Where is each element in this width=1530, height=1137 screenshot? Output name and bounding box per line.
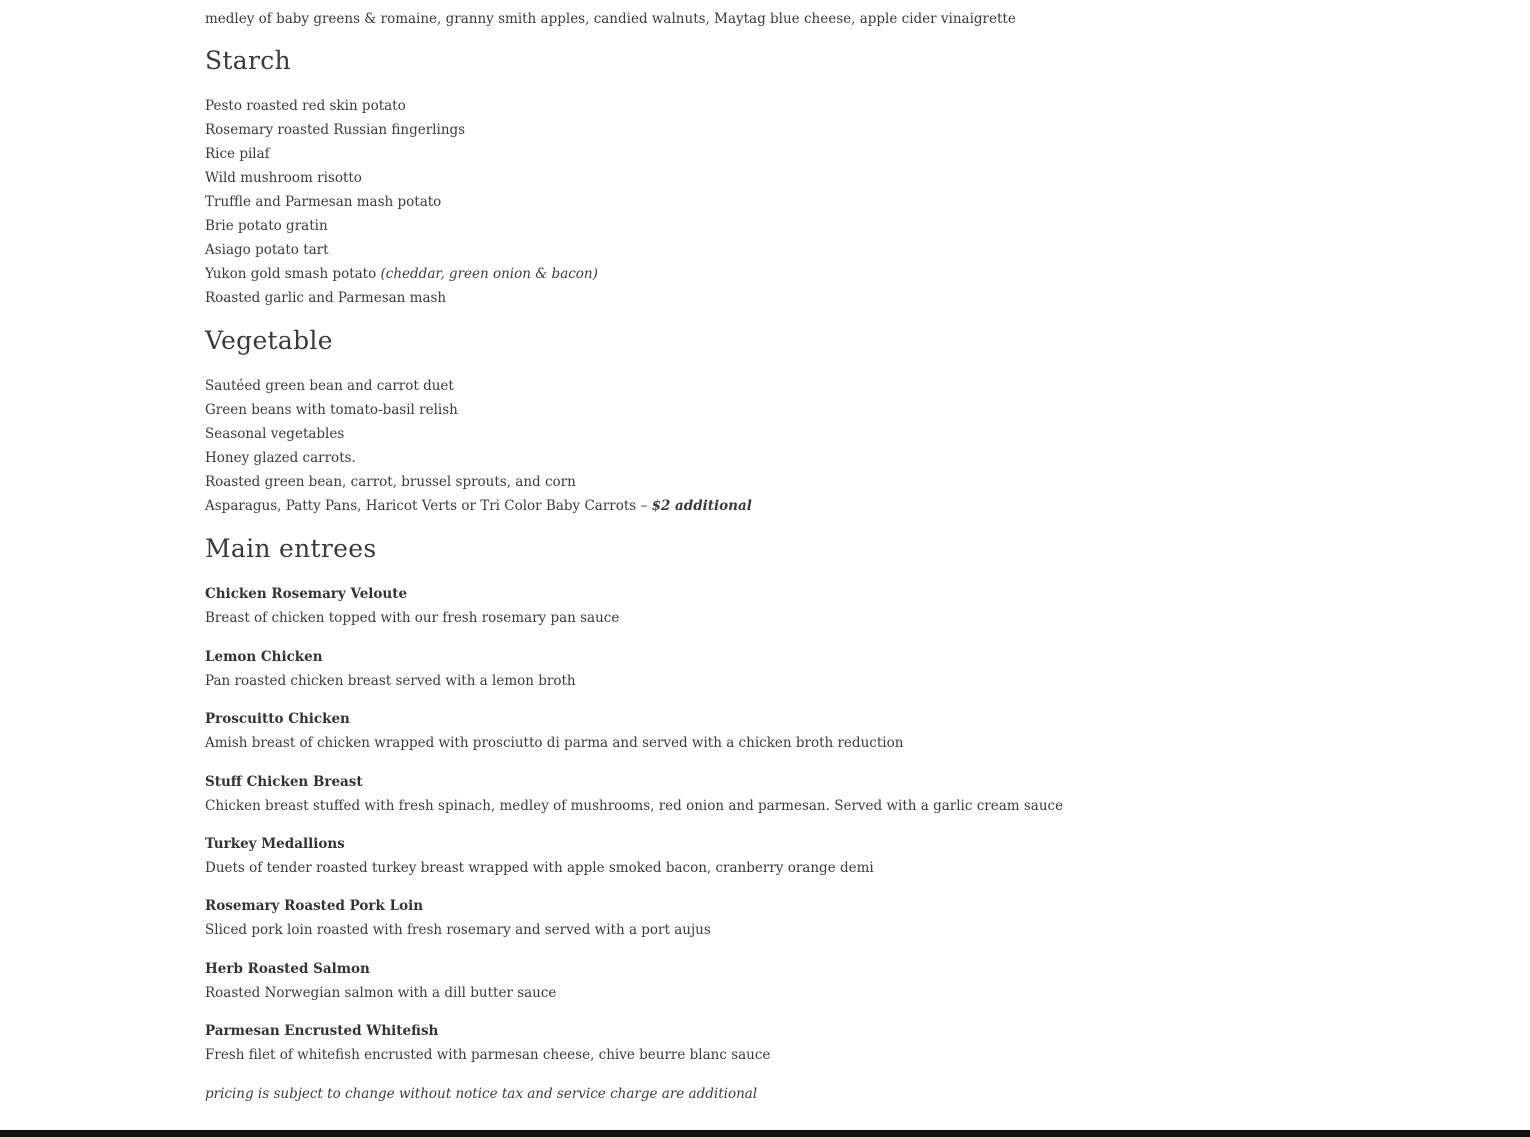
- starch-item: Brie potato gratin: [205, 218, 328, 234]
- vegetable-item: Sautéed green bean and carrot duet: [205, 378, 454, 394]
- pricing-disclaimer: pricing is subject to change without notice tax and service charge are additional: [205, 1086, 758, 1102]
- entree-description: Chicken breast stuffed with fresh spinach, medley of mushrooms, red onion and parmesan. Served with a garlic cream sauce: [205, 798, 1064, 814]
- vegetable-heading: Vegetable: [205, 326, 333, 355]
- entrees-heading: Main entrees: [205, 534, 377, 563]
- starch-item-yukon-label: Yukon gold smash potato: [205, 266, 381, 282]
- entree-name: Turkey Medallions: [205, 836, 345, 852]
- entree-name: Stuff Chicken Breast: [205, 774, 363, 790]
- entree-name: Rosemary Roasted Pork Loin: [205, 898, 424, 914]
- footer-bar: [0, 1130, 1530, 1137]
- starch-item: Pesto roasted red skin potato: [205, 98, 406, 114]
- entree-description: Pan roasted chicken breast served with a lemon broth: [205, 673, 576, 689]
- starch-item: Rosemary roasted Russian fingerlings: [205, 122, 466, 138]
- starch-item: Truffle and Parmesan mash potato: [205, 194, 442, 210]
- entree-description: Fresh filet of whitefish encrusted with parmesan cheese, chive beurre blanc sauce: [205, 1047, 771, 1063]
- vegetable-item: Green beans with tomato-basil relish: [205, 402, 458, 418]
- entree-name: Chicken Rosemary Veloute: [205, 586, 408, 602]
- vegetable-item: Roasted green bean, carrot, brussel sprouts, and corn: [205, 474, 576, 490]
- vegetable-item-premium-label: Asparagus, Patty Pans, Haricot Verts or Tri Color Baby Carrots –: [205, 498, 652, 514]
- starch-item: Rice pilaf: [205, 146, 270, 162]
- starch-heading: Starch: [205, 46, 291, 75]
- vegetable-item: Seasonal vegetables: [205, 426, 345, 442]
- entree-description: Breast of chicken topped with our fresh rosemary pan sauce: [205, 610, 620, 626]
- entree-description: Duets of tender roasted turkey breast wrapped with apple smoked bacon, cranberry orange demi: [205, 860, 874, 876]
- entree-name: Parmesan Encrusted Whitefish: [205, 1023, 439, 1039]
- starch-item: Roasted garlic and Parmesan mash: [205, 290, 447, 306]
- vegetable-item-premium: [205, 497, 752, 515]
- starch-item: Asiago potato tart: [205, 242, 329, 258]
- entree-description: Roasted Norwegian salmon with a dill butter sauce: [205, 985, 557, 1001]
- starch-item: Wild mushroom risotto: [205, 170, 362, 186]
- entree-description: Amish breast of chicken wrapped with prosciutto di parma and served with a chicken broth reduction: [205, 735, 904, 751]
- starch-item-yukon-note: (cheddar, green onion & bacon): [380, 266, 598, 282]
- entree-description: Sliced pork loin roasted with fresh rosemary and served with a port aujus: [205, 922, 711, 938]
- premium-price-note: $2 additional: [651, 498, 752, 514]
- entree-name: Herb Roasted Salmon: [205, 961, 370, 977]
- entree-name: Lemon Chicken: [205, 649, 323, 665]
- entree-name: Proscuitto Chicken: [205, 711, 350, 727]
- vegetable-item: Honey glazed carrots.: [205, 450, 356, 466]
- starch-item-yukon: [205, 265, 598, 283]
- salad-description: medley of baby greens & romaine, granny smith apples, candied walnuts, Maytag blue cheese, apple cider vinaigrette: [205, 11, 1016, 27]
